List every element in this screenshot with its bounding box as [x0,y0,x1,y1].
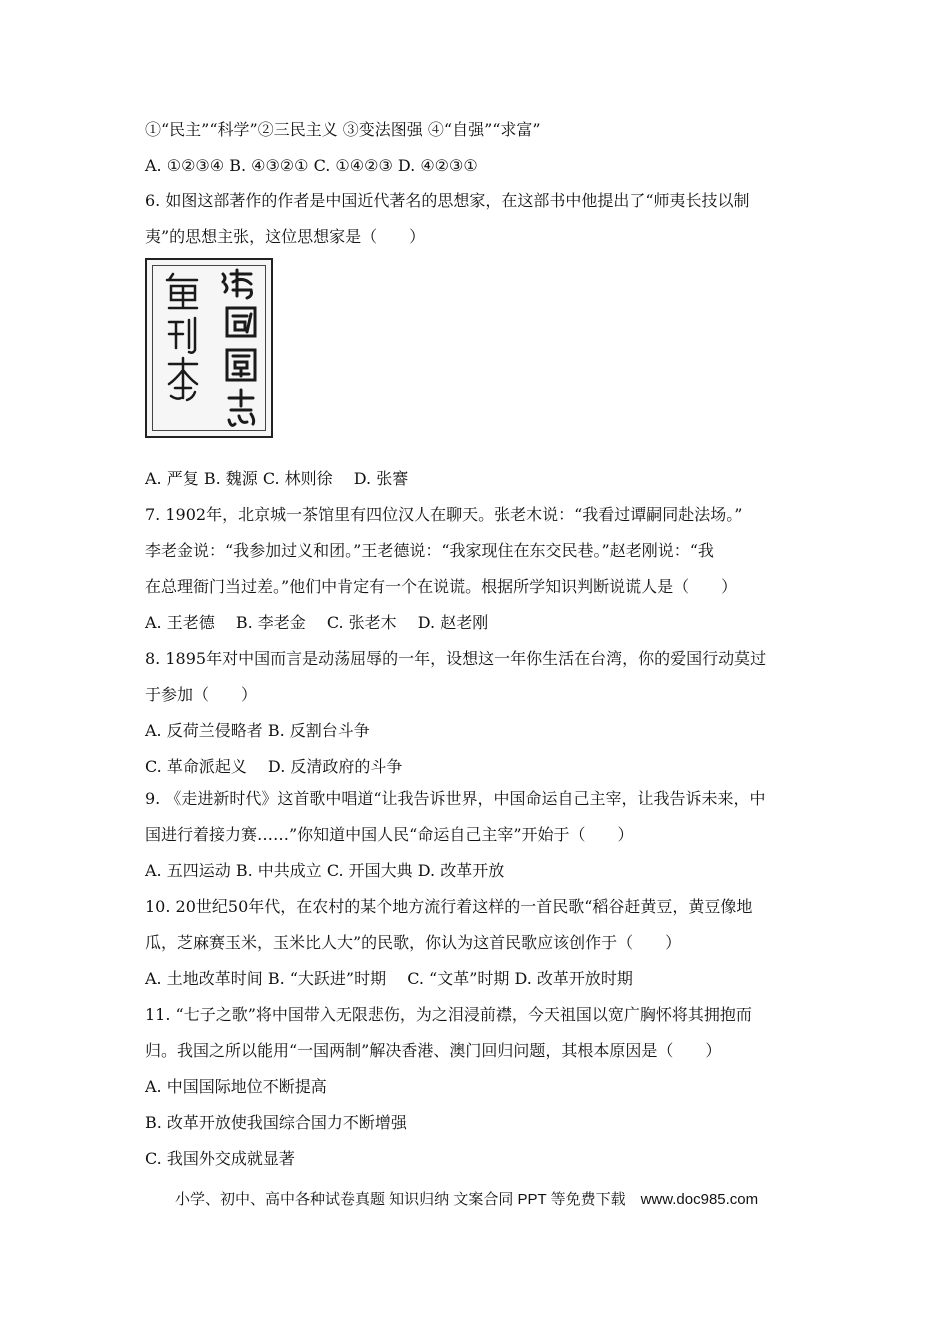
q6-options: A. 严复 B. 魏源 C. 林则徐 D. 张謇 [145,469,409,488]
q5-options: A. ①②③④ B. ④③②① C. ①④②③ D. ④②③① [145,156,478,175]
book-cover-image [145,258,273,438]
q10-stem-line2: 瓜，芝麻赛玉米，玉米比人大”的民歌，你认为这首民歌应该创作于（ ） [145,933,682,952]
q7-options: A. 王老德 B. 李老金 C. 张老木 D. 赵老刚 [145,613,489,632]
q11-option-c: C. 我国外交成就显著 [145,1149,295,1168]
q11-stem-line2: 归。我国之所以能用“一国两制”解决香港、澳门回归问题，其根本原因是（ ） [145,1041,722,1060]
q8-stem-line2: 于参加（ ） [145,685,258,704]
seal-script-title-graphic [147,260,275,440]
q11-stem-line1: 11. “七子之歌”将中国带入无限悲伤，为之泪浸前襟，今天祖国以宽广胸怀将其拥抱而 [145,1005,752,1024]
q6-stem-line1: 6. 如图这部著作的作者是中国近代著名的思想家，在这部书中他提出了“师夷长技以制 [145,191,750,210]
q11-option-b: B. 改革开放使我国综合国力不断增强 [145,1113,407,1132]
q11-option-a: A. 中国国际地位不断提高 [145,1077,327,1096]
q6-stem-line2: 夷”的思想主张，这位思想家是（ ） [145,227,426,246]
q9-stem-line1: 9. 《走进新时代》这首歌中唱道“让我告诉世界，中国命运自己主宰，让我告诉未来，中 [145,789,766,808]
q8-stem-line1: 8. 1895年对中国而言是动荡屈辱的一年，设想这一年你生活在台湾，你的爱国行动莫过 [145,649,767,668]
q7-stem-line3: 在总理衙门当过差。”他们中肯定有一个在说谎。根据所学知识判断说谎人是（ ） [145,577,738,596]
q8-options-cd: C. 革命派起义 D. 反清政府的斗争 [145,757,403,776]
q10-options: A. 土地改革时间 B. “大跃进”时期 C. “文革”时期 D. 改革开放时期 [145,969,633,988]
page-footer: 小学、初中、高中各种试卷真题 知识归纳 文案合同 PPT 等免费下载 www.doc985.com [175,1191,759,1208]
q9-stem-line2: 国进行着接力赛……”你知道中国人民“命运自己主宰”开始于（ ） [145,825,634,844]
q5-items: ①“民主”“科学”②三民主义 ③变法图强 ④“自强”“求富” [145,120,541,139]
q8-options-ab: A. 反荷兰侵略者 B. 反割台斗争 [145,721,370,740]
q10-stem-line1: 10. 20世纪50年代，在农村的某个地方流行着这样的一首民歌“稻谷赶黄豆，黄豆像地 [145,897,753,916]
q7-stem-line2: 李老金说：“我参加过义和团。”王老德说：“我家现住在东交民巷。”赵老刚说：“我 [145,541,714,560]
q7-stem-line1: 7. 1902年，北京城一茶馆里有四位汉人在聊天。张老木说：“我看过谭嗣同赴法场。” [145,505,743,524]
q9-options: A. 五四运动 B. 中共成立 C. 开国大典 D. 改革开放 [145,861,505,880]
